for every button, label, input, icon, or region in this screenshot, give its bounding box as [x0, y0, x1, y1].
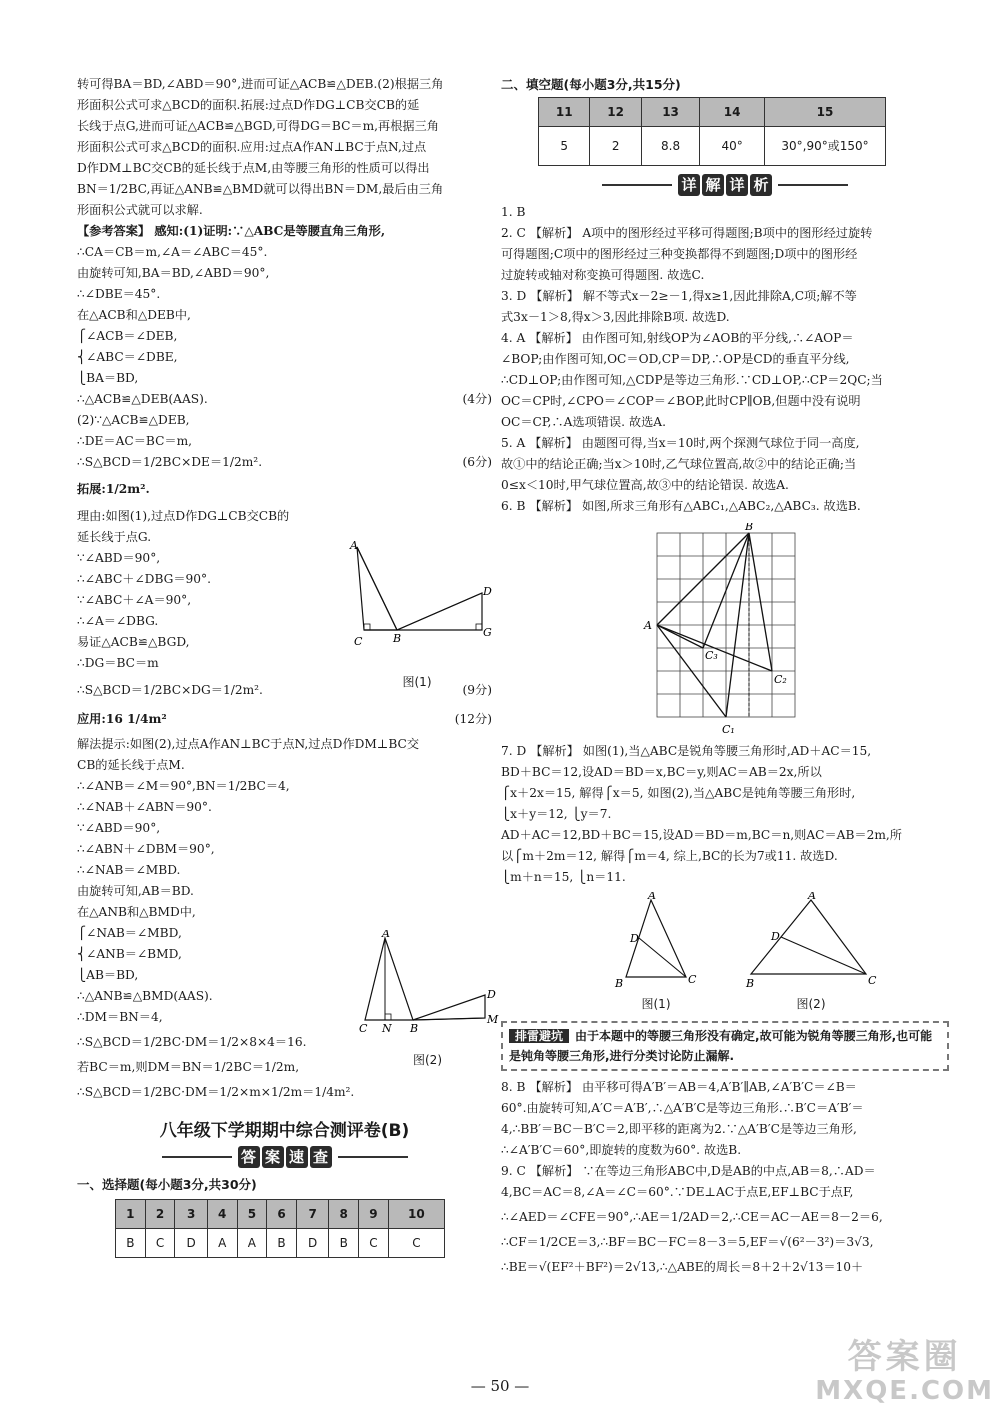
solution-line: 故①中的结论正确;当x＞10时,乙气球位置高,故②中的结论正确;当 — [501, 457, 857, 471]
table-cell: 3 — [175, 1200, 207, 1229]
solution-line: AD＋AC＝12,BD＋BC＝15,设AD＝BD＝m,BC＝n,则AC＝AB＝2m,所 — [501, 828, 902, 842]
solution-line: 7. D 【解析】 如图(1),当△ABC是锐角等腰三角形时,AD＋AC＝15, — [501, 744, 872, 758]
intro-line: 形面积公式可求△BCD的面积.拓展:过点D作DG⊥CB交CB的延 — [77, 98, 420, 112]
table-cell: B — [116, 1229, 146, 1258]
table-cell: B — [329, 1229, 359, 1258]
solution-line: ∴∠A′B′C＝60°,即旋转的度数为60°. 故选B. — [501, 1143, 742, 1157]
solution-line: 过旋转或轴对称变换可得题图. 故选C. — [501, 268, 705, 282]
q7-figures — [611, 892, 949, 1015]
reason-line: ∴∠A＝∠DBG. — [77, 614, 159, 628]
right-column — [501, 74, 949, 1278]
table-cell: 15 — [765, 98, 886, 127]
detailed-analysis-banner — [501, 174, 949, 196]
solution-line: 5. A 【解析】 由题图可得,当x＝10时,两个探测气球位于同一高度, — [501, 436, 860, 450]
svg-text:C₁: C₁ — [722, 723, 735, 736]
score-row — [77, 389, 492, 410]
area-formula: ∴S△BCD＝1/2BC×DE＝1/2m². — [77, 455, 263, 469]
svg-text:A: A — [648, 892, 656, 902]
svg-text:C: C — [688, 973, 697, 986]
hint-line: ⎧∠NAB＝∠MBD, — [77, 926, 182, 940]
reason-line: 理由:如图(1),过点D作DG⊥CB交CB的 — [77, 509, 290, 523]
solution-line: ⎧x＋2x＝15, 解得⎧x＝5, 如图(2),当△ABC是钝角等腰三角形时, — [501, 786, 856, 800]
solution-line: ∴BE＝√(EF²＋BF²)＝2√13,∴△ABE的周长＝8＋2＋2√13＝10＋ — [501, 1260, 864, 1274]
solution-line: 4,∴BB′＝BC－B′C＝2,即平移的距离为2.∵△A′B′C是等边三角形, — [501, 1122, 857, 1136]
intro-line: BN＝1/2BC,再证△ANB≌△BMD就可以得出BN＝DM,最后由三角 — [77, 182, 444, 196]
table-cell: 1 — [116, 1200, 146, 1229]
banner-char: 析 — [750, 174, 772, 196]
page-number: — 50 — — [470, 1377, 530, 1395]
solution-line: ∴CD⊥OP;由作图可知,△CDP是等边三角形.∵CD⊥OP,∴CP＝2QC;当 — [501, 373, 883, 387]
svg-text:D: D — [487, 988, 496, 1001]
reason-line: 易证△ACB≌△BGD, — [77, 635, 190, 649]
hint-line: ∴S△BCD＝1/2BC·DM＝1/2×8×4＝16. — [77, 1035, 307, 1049]
solution-line: 60°.由旋转可知,A′C＝A′B′,∴△A′B′C是等边三角形.∴B′C＝A′B′＝ — [501, 1101, 864, 1115]
figure-1-extend — [342, 535, 492, 689]
svg-text:C: C — [868, 974, 877, 987]
extend-answer: 拓展:1/2m². — [77, 482, 150, 496]
tip-text: 由于本题中的等腰三角形没有确定,故可能为锐角等腰三角形,也可能是钝角等腰三角形,进行分类讨论防止漏解. — [509, 1029, 933, 1063]
svg-text:B: B — [615, 977, 624, 987]
intro-line: 转可得BA＝BD,∠ABD＝90°,进而可证△ACB≌△DEB.(2)根据三角 — [77, 77, 444, 91]
exam-title: 八年级下学期期中综合测评卷(B) — [159, 1121, 410, 1141]
table-cell: 7 — [296, 1200, 328, 1229]
hint-line: 若BC＝m,则DM＝BN＝1/2BC＝1/2m, — [77, 1060, 300, 1074]
hint-line: ∴△ANB≌△BMD(AAS). — [77, 989, 213, 1003]
hint-line: ⎨∠ANB＝∠BMD, — [77, 947, 182, 961]
solution-line: ∴∠AED＝∠CFE＝90°,∴AE＝1/2AD＝2,∴CE＝AC－AE＝8－2＝6, — [501, 1210, 883, 1224]
mc-section-title: 一、选择题(每小题3分,共30分) — [77, 1177, 257, 1192]
solution-line: 4,BC＝AC＝8,∠A＝∠C＝60°.∵DE⊥AC于点E,EF⊥BC于点F, — [501, 1185, 854, 1199]
q7-figure-1-diagram — [611, 892, 701, 987]
hint-line: ∴∠ABN＋∠DBM＝90°, — [77, 842, 215, 856]
hint-line: ∴∠NAB＋∠ABN＝90°. — [77, 800, 212, 814]
reason-line: 延长线于点G. — [77, 530, 152, 544]
svg-text:B: B — [393, 632, 402, 645]
answer-line: ⎩BA＝BD, — [77, 371, 139, 385]
svg-text:G: G — [483, 626, 492, 639]
table-cell: C — [388, 1229, 444, 1258]
q7-figure-2 — [736, 892, 886, 1015]
answer-heading: 【参考答案】 感知:(1)证明:∵△ABC是等腰直角三角形, — [77, 224, 386, 238]
answer-line: (2)∵△ACB≌△DEB, — [77, 413, 190, 427]
solution-line: ⎩m＋n＝15, ⎩n＝11. — [501, 870, 626, 884]
hint-line: 在△ANB和△BMD中, — [77, 905, 196, 919]
table-cell: 12 — [590, 98, 641, 127]
watermark — [815, 1337, 994, 1408]
hint-line: ⎩AB＝BD, — [77, 968, 139, 982]
hint-line: ∴DM＝BN＝4, — [77, 1010, 163, 1024]
solution-line: 可得题图;C项中的图形经过三种变换都得不到题图;D项中的图形经 — [501, 247, 858, 261]
figure-caption: 图(1) — [641, 997, 671, 1011]
reason-line: ∵∠ABC＋∠A＝90°, — [77, 593, 192, 607]
solution-line: 6. B 【解析】 如图,所求三角形有△ABC₁,△ABC₂,△ABC₃. 故选B. — [501, 499, 861, 513]
banner-rule — [162, 1156, 232, 1158]
table-cell: B — [267, 1229, 297, 1258]
svg-text:N: N — [382, 1022, 392, 1035]
table-cell: C — [359, 1229, 389, 1258]
analysis-intro — [77, 74, 492, 221]
answer-quickcheck-banner — [77, 1146, 492, 1168]
figure-2-apply — [355, 930, 500, 1065]
svg-text:C₃: C₃ — [705, 649, 718, 662]
q7-figure-2-diagram — [736, 892, 886, 987]
solution-line: ⎩x＋y＝12, ⎩y＝7. — [501, 807, 612, 821]
table-cell: 30°,90°或150° — [765, 127, 886, 166]
solution-line: 9. C 【解析】 ∵在等边三角形ABC中,D是AB的中点,AB＝8,∴AD＝ — [501, 1164, 876, 1178]
table-cell: 5 — [237, 1200, 267, 1229]
figure-2-diagram — [355, 930, 500, 1035]
solution-line: 8. B 【解析】 由平移可得A′B′＝AB＝4,A′B′∥AB,∠A′B′C＝∠B＝ — [501, 1080, 857, 1094]
pitfall-tip-box — [501, 1021, 949, 1071]
area-formula: ∴S△BCD＝1/2BC×DG＝1/2m². — [77, 683, 263, 697]
table-cell: 13 — [641, 98, 699, 127]
score-label: (6分) — [462, 455, 492, 469]
svg-text:A: A — [350, 539, 358, 552]
solution-line: 3. D 【解析】 解不等式x－2≥－1,得x≥1,因此排除A,C项;解不等 — [501, 289, 857, 303]
figure-1-diagram — [342, 535, 492, 665]
answer-line: ⎧∠ACB＝∠DEB, — [77, 329, 178, 343]
hint-line: 由旋转可知,AB＝BD. — [77, 884, 194, 898]
svg-text:C: C — [354, 635, 363, 648]
svg-text:A: A — [382, 930, 390, 940]
figure-caption: 图(2) — [796, 997, 826, 1011]
banner-char: 查 — [310, 1146, 332, 1168]
table-cell: 2 — [590, 127, 641, 166]
solution-line: ∴CF＝1/2CE＝3,∴BF＝BC－FC＝8－3＝5,EF＝√(6²－3²)＝3√3, — [501, 1235, 874, 1249]
fill-section-title: 二、填空题(每小题3分,共15分) — [501, 77, 681, 92]
svg-text:B: B — [745, 523, 754, 533]
score-row — [77, 452, 492, 473]
svg-text:A: A — [644, 619, 652, 632]
banner-char: 详 — [726, 174, 748, 196]
answer-line: ∴CA＝CB＝m,∠A＝∠ABC＝45°. — [77, 245, 268, 259]
reason-line: ∴∠ABC＋∠DBG＝90°. — [77, 572, 212, 586]
svg-text:B: B — [410, 1022, 419, 1035]
watermark-title: 答案圈 — [847, 1337, 962, 1377]
hint-line: ∴∠ANB＝∠M＝90°,BN＝1/2BC＝4, — [77, 779, 290, 793]
banner-char: 详 — [678, 174, 700, 196]
solution-line: 式3x－1＞8,得x＞3,因此排除B项. 故选D. — [501, 310, 730, 324]
banner-char: 速 — [286, 1146, 308, 1168]
solution-line: BD＋BC＝12,设AD＝BD＝x,BC＝y,则AC＝AB＝2x,所以 — [501, 765, 822, 779]
banner-rule — [602, 184, 672, 186]
table-cell: 11 — [539, 98, 590, 127]
reason-line: ∵∠ABD＝90°, — [77, 551, 161, 565]
table-cell: D — [175, 1229, 207, 1258]
score-label: (9分) — [462, 683, 492, 697]
solution-line: 2. C 【解析】 A项中的图形经过平移可得题图;B项中的图形经过旋转 — [501, 226, 873, 240]
table-cell: C — [145, 1229, 175, 1258]
svg-text:C₂: C₂ — [774, 673, 787, 686]
table-cell: D — [296, 1229, 328, 1258]
figure-caption: 图(2) — [413, 1053, 442, 1067]
answer-line: ∴∠DBE＝45°. — [77, 287, 161, 301]
intro-line: D作DM⊥BC交CB的延长线于点M,由等腰三角形的性质可以得出 — [77, 161, 430, 175]
table-cell: 2 — [145, 1200, 175, 1229]
hint-line: CB的延长线于点M. — [77, 758, 185, 772]
table-cell: 4 — [207, 1200, 237, 1229]
table-cell: 9 — [359, 1200, 389, 1229]
solution-line: 以⎧m＋2m＝12, 解得⎧m＝4, 综上,BC的长为7或11. 故选D. — [501, 849, 838, 863]
reason-line: ∴DG＝BC＝m — [77, 656, 159, 670]
answer-line: ∴DE＝AC＝BC＝m, — [77, 434, 193, 448]
hint-line: 解法提示:如图(2),过点A作AN⊥BC于点N,过点D作DM⊥BC交 — [77, 737, 420, 751]
score-row — [77, 709, 492, 730]
q6-grid-diagram — [641, 523, 801, 741]
table-cell: 14 — [700, 98, 765, 127]
solution-line: 0≤x＜10时,甲气球位置高,故③中的结论错误. 故选A. — [501, 478, 789, 492]
svg-text:B: B — [746, 977, 755, 987]
intro-line: 长线于点G,进而可证△ACB≌△BGD,可得DG＝BC＝m,再根据三角 — [77, 119, 439, 133]
q6-grid-figure — [641, 523, 801, 741]
table-cell: 40° — [700, 127, 765, 166]
table-cell: A — [237, 1229, 267, 1258]
svg-text:D: D — [630, 932, 639, 945]
table-cell: 8 — [329, 1200, 359, 1229]
table-cell: 6 — [267, 1200, 297, 1229]
svg-text:D: D — [771, 930, 780, 943]
fill-answer-table — [538, 97, 886, 166]
solution-line: 1. B — [501, 205, 526, 219]
mc-answer-table — [115, 1199, 445, 1258]
solution-line: OC＝CP,∴A选项错误. 故选A. — [501, 415, 666, 429]
tip-label: 排雷避坑 — [509, 1029, 569, 1043]
svg-text:A: A — [808, 892, 816, 902]
apply-answer: 应用:16 1/4m² — [77, 712, 167, 726]
hint-line: ∵∠ABD＝90°, — [77, 821, 161, 835]
intro-line: 形面积公式可求△BCD的面积.应用:过点A作AN⊥BC于点N,过点 — [77, 140, 427, 154]
hint-line: ∴∠NAB＝∠MBD. — [77, 863, 181, 877]
score-label: (12分) — [454, 712, 492, 726]
svg-text:D: D — [483, 585, 492, 598]
table-cell: 8.8 — [641, 127, 699, 166]
solution-line: ∠BOP;由作图可知,OC＝OD,CP＝DP,∴OP是CD的垂直平分线, — [501, 352, 850, 366]
svg-text:C: C — [359, 1022, 368, 1035]
congruence-statement: ∴△ACB≌△DEB(AAS). — [77, 392, 208, 406]
svg-text:M: M — [487, 1013, 499, 1026]
banner-char: 案 — [262, 1146, 284, 1168]
score-label: (4分) — [462, 392, 492, 406]
banner-rule — [778, 184, 848, 186]
answer-line: ⎨∠ABC＝∠DBE, — [77, 350, 178, 364]
figure-caption: 图(1) — [402, 675, 432, 689]
solution-line: OC＝CP时,∠CPO＝∠COP＝∠BOP,此时CP∥OB,但题中没有说明 — [501, 394, 861, 408]
banner-char: 解 — [702, 174, 724, 196]
watermark-url: MXQE.COM — [815, 1376, 994, 1406]
table-cell: A — [207, 1229, 237, 1258]
answer-line: 在△ACB和△DEB中, — [77, 308, 191, 322]
table-cell: 10 — [388, 1200, 444, 1229]
solution-line: 4. A 【解析】 由作图可知,射线OP为∠AOB的平分线,∴∠AOP＝ — [501, 331, 854, 345]
hint-line: ∴S△BCD＝1/2BC·DM＝1/2×m×1/2m＝1/4m². — [77, 1085, 355, 1099]
banner-rule — [338, 1156, 408, 1158]
q7-figure-1 — [611, 892, 701, 1015]
table-cell: 5 — [539, 127, 590, 166]
answer-line: 由旋转可知,BA＝BD,∠ABD＝90°, — [77, 266, 270, 280]
intro-line: 形面积公式就可以求解. — [77, 203, 203, 217]
banner-char: 答 — [238, 1146, 260, 1168]
